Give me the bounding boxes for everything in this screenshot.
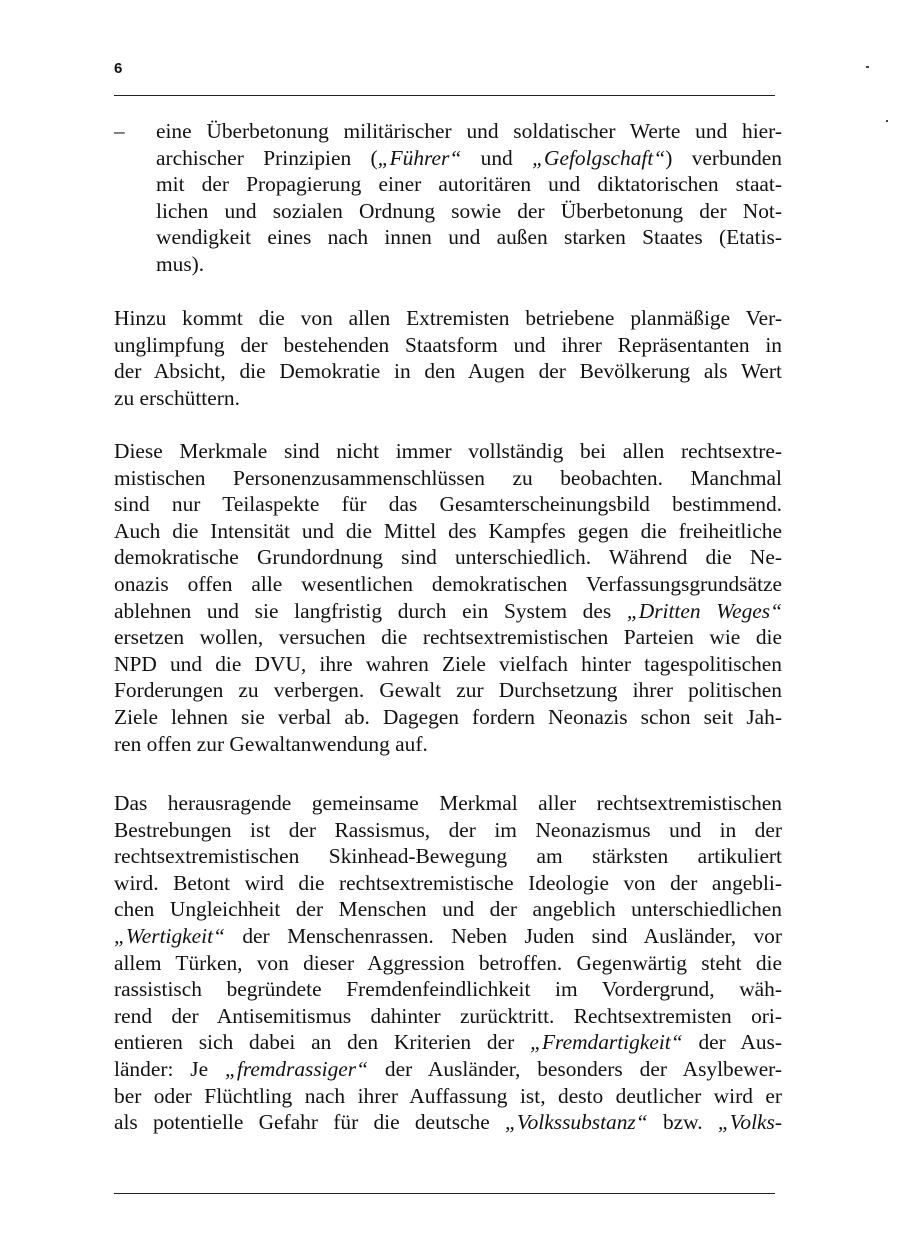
- italic-term: „Volkssubstanz“: [505, 1110, 648, 1135]
- text-line: Diese Merkmale sind nicht immer vollständig bei allen rechtsextre-: [114, 439, 782, 463]
- text-line: sind nur Teilaspekte für das Gesamterscheinungsbild bestimmend.: [114, 492, 782, 517]
- text-line: ber oder Flüchtling nach ihrer Auffassung ist, desto deutlicher wird er: [114, 1083, 782, 1108]
- header-rule: [114, 95, 775, 96]
- text-line: rend der Antisemitismus dahinter zurücktritt. Rechtsextremisten ori-: [114, 1003, 782, 1028]
- text-line: ablehnen und sie langfristig durch ein System des „Dritten Weges“: [114, 598, 782, 623]
- text-line: allem Türken, von dieser Aggression betroffen. Gegenwärtig steht die: [114, 950, 782, 975]
- italic-term: „Dritten Weges“: [626, 598, 782, 623]
- text-line: ersetzen wollen, versuchen die rechtsextremistischen Parteien wie die: [114, 625, 782, 650]
- text-line: unglimpfung der bestehenden Staatsform und ihrer Repräsentanten in: [114, 332, 782, 357]
- page-number: 6: [114, 60, 123, 77]
- text-line: ren offen zur Gewaltanwendung auf.: [114, 731, 428, 756]
- text-line: als potentielle Gefahr für die deutsche „Volkssubstanz“ bzw. „Volks-: [114, 1110, 782, 1135]
- text-line: mistischen Personenzusammenschlüssen zu beobachten. Manchmal: [114, 465, 782, 490]
- text-line: Bestrebungen ist der Rassismus, der im Neonazismus und in der: [114, 817, 782, 842]
- text-line: der Absicht, die Demokratie in den Augen der Bevölkerung als Wert: [114, 359, 782, 384]
- italic-term: „Führer“: [377, 145, 462, 170]
- paragraph-3: [114, 790, 782, 1136]
- text-line: rassistisch begründete Fremdenfeindlichkeit im Vordergrund, wäh-: [114, 977, 782, 1002]
- text-line: mus).: [156, 251, 205, 276]
- text-line: entieren sich dabei an den Kriterien der „Fremdartigkeit“ der Aus-: [114, 1030, 782, 1055]
- italic-term: „Wertigkeit“: [114, 923, 225, 948]
- bullet-dash: –: [114, 119, 125, 143]
- italic-term: „Fremdartigkeit“: [530, 1030, 683, 1055]
- paragraph-2: [114, 438, 782, 757]
- scan-speck: [866, 66, 869, 68]
- text-line: wird. Betont wird die rechtsextremistische Ideologie von der angebli-: [114, 870, 782, 895]
- text-line: Forderungen zu verbergen. Gewalt zur Durchsetzung ihrer politischen: [114, 678, 782, 703]
- italic-term: „Gefolgschaft“: [532, 145, 666, 170]
- paragraph-1: [114, 305, 782, 411]
- text-line: Hinzu kommt die von allen Extremisten betriebene planmäßige Ver-: [114, 306, 782, 330]
- text-line: eine Überbetonung militärischer und soldatischer Werte und hier-: [156, 119, 782, 143]
- footer-rule: [114, 1193, 775, 1194]
- text-line: wendigkeit eines nach innen und außen starken Staates (Etatis-: [156, 225, 782, 250]
- text-line: Das herausragende gemeinsame Merkmal aller rechtsextremistischen: [114, 791, 782, 815]
- text-line: Auch die Intensität und die Mittel des Kampfes gegen die freiheitliche: [114, 518, 782, 543]
- text-line: chen Ungleichheit der Menschen und der angeblich unterschiedlichen: [114, 897, 782, 922]
- text-line: onazis offen alle wesentlichen demokratischen Verfassungsgrundsätze: [114, 571, 782, 596]
- text-line: rechtsextremistischen Skinhead-Bewegung am stärksten artikuliert: [114, 844, 782, 869]
- text-line: demokratische Grundordnung sind unterschiedlich. Während die Ne-: [114, 545, 782, 570]
- text-line: archischer Prinzipien („Führer“ und „Gefolgschaft“) verbunden: [156, 145, 782, 170]
- text-line: mit der Propagierung einer autoritären und diktatorischen staat-: [156, 172, 782, 197]
- italic-term: „Volks-: [717, 1110, 782, 1135]
- italic-term: „fremdrassiger“: [224, 1056, 369, 1081]
- text-line: zu erschüttern.: [114, 385, 240, 410]
- scan-speck: [886, 120, 888, 122]
- text-line: lichen und sozialen Ordnung sowie der Überbetonung der Not-: [156, 198, 782, 223]
- text-line: NPD und die DVU, ihre wahren Ziele vielfach hinter tagespolitischen: [114, 651, 782, 676]
- text-line: „Wertigkeit“ der Menschenrassen. Neben Juden sind Ausländer, vor: [114, 923, 782, 948]
- bullet-text: [156, 118, 782, 278]
- text-line: länder: Je „fremdrassiger“ der Ausländer, besonders der Asylbewer-: [114, 1056, 783, 1081]
- text-line: Ziele lehnen sie verbal ab. Dagegen fordern Neonazis schon seit Jah-: [114, 704, 782, 729]
